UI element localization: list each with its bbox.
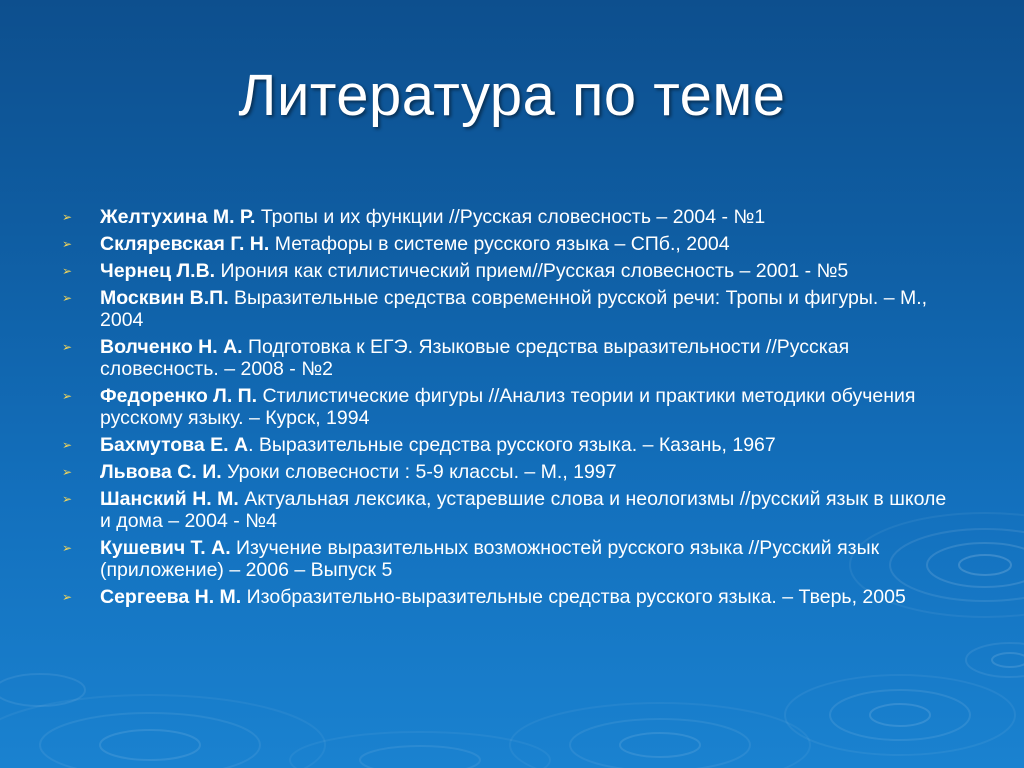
chevron-bullet-icon: ➢ bbox=[62, 264, 73, 278]
entry-text: Ирония как стилистический прием//Русская словесность – 2001 - №5 bbox=[215, 260, 849, 282]
entry-author: Скляревская Г. Н. bbox=[100, 233, 270, 255]
entry-author: Волченко Н. А. bbox=[100, 336, 243, 358]
chevron-bullet-icon: ➢ bbox=[62, 210, 73, 224]
entry-text: Уроки словесности : 5-9 классы. – М., 1997 bbox=[221, 461, 617, 483]
entry-author: Шанский Н. М. bbox=[100, 488, 239, 510]
chevron-bullet-icon: ➢ bbox=[62, 590, 73, 604]
bibliography-entry bbox=[62, 260, 962, 282]
entry-text: Выразительные средства современной русской речи: Тропы и фигуры. – М., 2004 bbox=[100, 287, 928, 331]
bibliography-list bbox=[62, 206, 962, 613]
entry-text: Изобразительно-выразительные средства русского языка. – Тверь, 2005 bbox=[241, 586, 906, 608]
chevron-bullet-icon: ➢ bbox=[62, 438, 73, 452]
bibliography-entry bbox=[62, 385, 962, 429]
entry-author: Федоренко Л. П. bbox=[100, 385, 258, 407]
chevron-bullet-icon: ➢ bbox=[62, 389, 73, 403]
chevron-bullet-icon: ➢ bbox=[62, 465, 73, 479]
slide-title: Литература по теме bbox=[238, 63, 786, 128]
chevron-bullet-icon: ➢ bbox=[62, 291, 73, 305]
bibliography-entry bbox=[62, 336, 962, 380]
bibliography-entry bbox=[62, 233, 962, 255]
entry-author: Кушевич Т. А. bbox=[100, 537, 231, 559]
entry-text: Стилистические фигуры //Анализ теории и практики методики обучения русскому языку. – Курск, 1994 bbox=[100, 385, 916, 429]
bibliography-entry bbox=[62, 206, 962, 228]
entry-author: Бахмутова Е. А bbox=[100, 434, 249, 456]
bibliography-entry bbox=[62, 461, 962, 483]
chevron-bullet-icon: ➢ bbox=[62, 237, 73, 251]
entry-text: Изучение выразительных возможностей русского языка //Русский язык (приложение) – 2006 – Выпуск 5 bbox=[100, 537, 880, 581]
chevron-bullet-icon: ➢ bbox=[62, 492, 73, 506]
chevron-bullet-icon: ➢ bbox=[62, 541, 73, 555]
bibliography-entry bbox=[62, 287, 962, 331]
entry-author: Желтухина М. Р. bbox=[100, 206, 256, 228]
entry-author: Москвин В.П. bbox=[100, 287, 229, 309]
bibliography-entry bbox=[62, 537, 962, 581]
bibliography-entry bbox=[62, 488, 962, 532]
entry-text: Актуальная лексика, устаревшие слова и неологизмы //русский язык в школе и дома – 2004 - №4 bbox=[100, 488, 947, 532]
entry-text: Тропы и их функции //Русская словесность – 2004 - №1 bbox=[255, 206, 766, 228]
chevron-bullet-icon: ➢ bbox=[62, 340, 73, 354]
entry-text: Подготовка к ЕГЭ. Языковые средства выразительности //Русская словесность. – 2008 - №2 bbox=[100, 336, 850, 380]
entry-text: Метафоры в системе русского языка – СПб., 2004 bbox=[269, 233, 730, 255]
entry-author: Львова С. И. bbox=[100, 461, 222, 483]
entry-author: Чернец Л.В. bbox=[100, 260, 216, 282]
entry-author: Сергеева Н. М. bbox=[100, 586, 242, 608]
bibliography-entry bbox=[62, 434, 962, 456]
bibliography-entry bbox=[62, 586, 962, 608]
entry-text: . Выразительные средства русского языка. – Казань, 1967 bbox=[248, 434, 776, 456]
